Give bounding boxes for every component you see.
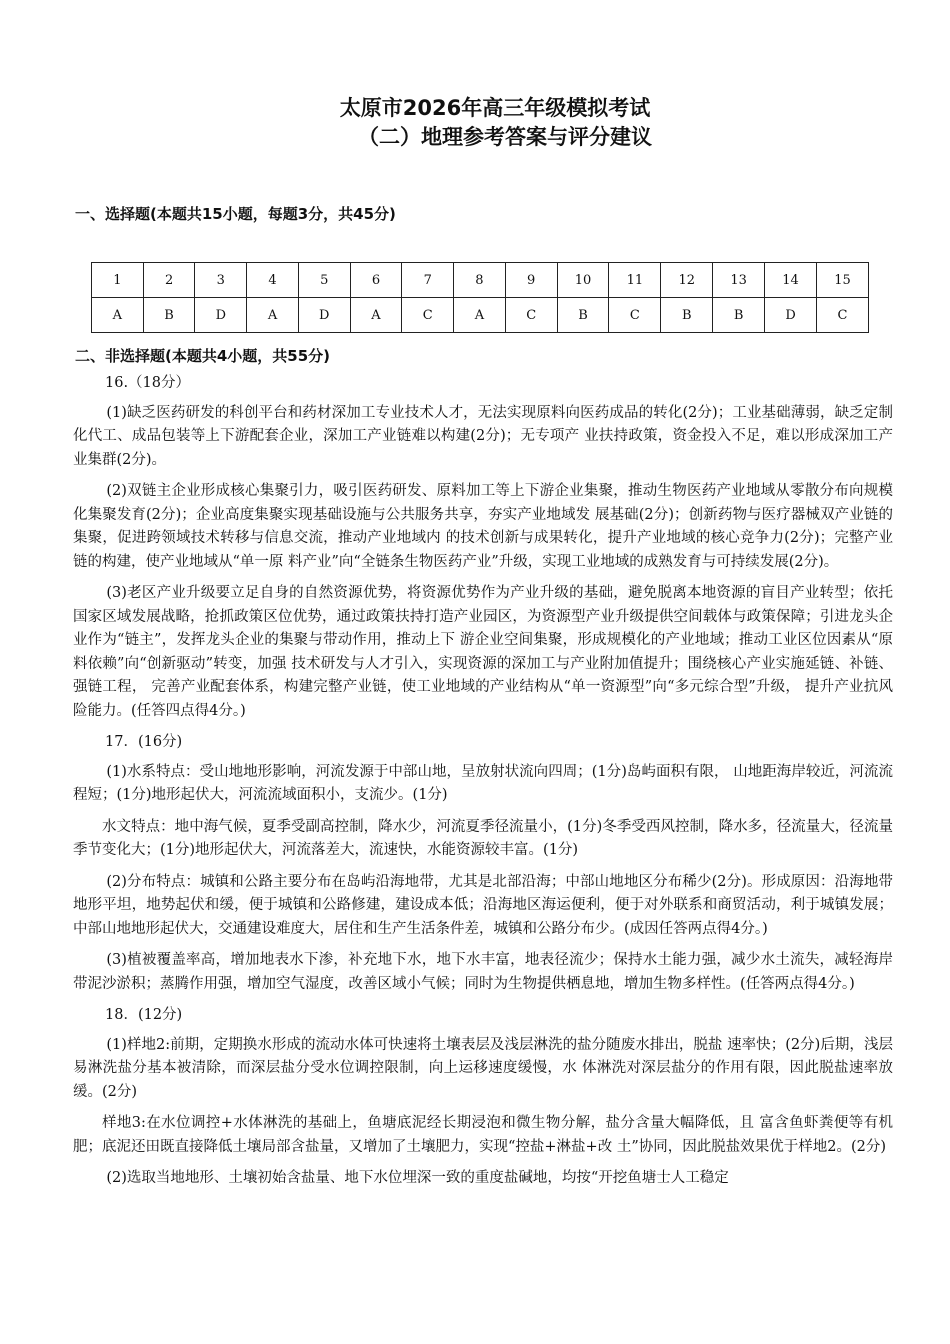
q17-part1: (1)水系特点：受山地地形影响，河流发源于中部山地，呈放射状流向四周；(1分)岛屿面积有限， 山地距海岸较近，河流流程短；(1分)地形起伏大，河流流域面积小，支流少。(1分) <box>73 763 893 803</box>
question-number-cell: 12 <box>661 263 713 298</box>
section-heading-choice: 一、选择题(本题共15小题，每题3分，共45分) <box>75 205 396 223</box>
q17-part2: (2)分布特点：城镇和公路主要分布在岛屿沿海地带，尤其是北部沿海；中部山地地区分布稀少(2分)。形成原因：沿海地带地形平坦，地势起伏和缓，便于城镇和公路修建，建设成本低；沿海地区海运便利，便于对外联系和商贸活动，利于城镇发展；中部山地地形起伏大，交通建设难度大，居住和生产生活条件差，城镇和公路分布少。(成因任答两点得4分。) <box>73 873 893 937</box>
question-number-cell: 5 <box>298 263 350 298</box>
answer-cell: C <box>505 298 557 333</box>
q16-part2: (2)双链主企业形成核心集聚引力，吸引医药研发、原料加工等上下游企业集聚，推动生物医药产业地域从零散分布向规模化集聚发育(2分)；企业高度集聚实现基础设施与公共服务共享，夯实产业地域发 展基础(2分)；创新药物与医疗器械双产业链的集聚，促进跨领域技术转移与信息交流，推动产业地域内 的技术创新与成果转化，提升产业地域的核心竞争力(2分)；完整产业链的构建，使产业地域从“单一原 料产业”向“全链条生物医药产业”升级，实现工业地域的成熟发育与可持续发展(2分)。 <box>73 483 893 570</box>
question-number-cell: 2 <box>143 263 195 298</box>
section-heading-nonchoice: 二、非选择题(本题共4小题，共55分) <box>75 347 331 365</box>
document-title: 太原市2026年高三年级模拟考试 <box>339 96 651 120</box>
q16-part1: (1)缺乏医药研发的科创平台和药材深加工专业技术人才，无法实现原料向医药成品的转化(2分)；工业基础薄弱，缺乏定制化代工、成品包装等上下游配套企业，深加工产业链难以构建(2分)；无专项产 业扶持政策，资金投入不足，难以形成深加工产业集群(2分)。 <box>73 404 893 468</box>
question-number-cell: 14 <box>765 263 817 298</box>
question-18-header: 18．(12分) <box>105 1007 183 1023</box>
answer-cell: B <box>143 298 195 333</box>
question-number-cell: 8 <box>454 263 506 298</box>
answer-cell: B <box>661 298 713 333</box>
q18-part1: (1)样地2:前期，定期换水形成的流动水体可快速将土壤表层及浅层淋洗的盐分随废水排出，脱盐 速率快；(2分)后期，浅层易淋洗盐分基本被清除，而深层盐分受水位调控限制，向上运移速度缓慢，水 体淋洗对深层盐分的作用有限，因此脱盐速率放缓。(2分) <box>73 1036 893 1100</box>
q17-part3: (3)植被覆盖率高，增加地表水下渗，补充地下水，地下水丰富，地表径流少；保持水土能力强，减少水土流失，减轻海岸带泥沙淤积；蒸腾作用强，增加空气湿度，改善区域小气候；同时为生物提供栖息地，增加生物多样性。(任答两点得4分。) <box>73 952 893 992</box>
answer-cell: C <box>402 298 454 333</box>
question-number-cell: 4 <box>247 263 299 298</box>
question-number-cell: 11 <box>609 263 661 298</box>
question-17-header: 17．(16分) <box>105 734 183 750</box>
question-number-cell: 1 <box>92 263 144 298</box>
question-number-cell: 15 <box>816 263 868 298</box>
answer-cell: B <box>713 298 765 333</box>
answer-cell: A <box>247 298 299 333</box>
answer-table <box>91 262 869 333</box>
answer-cell: A <box>454 298 506 333</box>
question-number-cell: 3 <box>195 263 247 298</box>
question-number-cell: 6 <box>350 263 402 298</box>
question-number-cell: 9 <box>505 263 557 298</box>
question-16-header: 16.（18分） <box>105 375 191 391</box>
answer-cell: C <box>609 298 661 333</box>
document-subtitle: （二）地理参考答案与评分建议 <box>358 125 652 149</box>
question-number-cell: 10 <box>557 263 609 298</box>
q18-part1-plot3: 样地3:在水位调控+水体淋洗的基础上，鱼塘底泥经长期浸泡和微生物分解，盐分含量大幅降低，且 富含鱼虾粪便等有机肥；底泥还田既直接降低土壤局部含盐量，又增加了土壤肥力，实现“控盐+淋盐+改 土”协同，因此脱盐效果优于样地2。(2分) <box>73 1115 893 1155</box>
answer-cell: D <box>195 298 247 333</box>
answer-cell: D <box>765 298 817 333</box>
answer-cell: D <box>298 298 350 333</box>
answer-cell: C <box>816 298 868 333</box>
answer-cell: A <box>350 298 402 333</box>
answer-cell: A <box>92 298 144 333</box>
question-number-cell: 7 <box>402 263 454 298</box>
answer-body <box>73 372 893 1199</box>
q17-part1-hydro: 水文特点：地中海气候，夏季受副高控制，降水少，河流夏季径流量小，(1分)冬季受西风控制，降水多，径流量大，径流量季节变化大；(1分)地形起伏大，河流落差大，流速快，水能资源较丰富。(1分) <box>73 818 893 858</box>
table-row-answers <box>92 298 869 333</box>
table-row-numbers <box>92 263 869 298</box>
answer-cell: B <box>557 298 609 333</box>
question-number-cell: 13 <box>713 263 765 298</box>
q16-part3: (3)老区产业升级要立足自身的自然资源优势，将资源优势作为产业升级的基础，避免脱离本地资源的盲目产业转型；依托国家区域发展战略，抢抓政策区位优势，通过政策扶持打造产业园区，为资源型产业升级提供空间载体与政策保障；引进龙头企业作为“链主”，发挥龙头企业的集聚与带动作用，推动上下 游企业空间集聚，形成规模化的产业地域；推动工业区位因素从“原料依赖”向“创新驱动”转变，加强 技术研发与人才引入，实现资源的深加工与产业附加值提升；围绕核心产业实施延链、补链、强链工程， 完善产业配套体系，构建完整产业链，使工业地域的产业结构从“单一资源型”向“多元综合型”升级， 提升产业抗风险能力。(任答四点得4分。) <box>73 585 893 719</box>
q18-part2: (2)选取当地地形、土壤初始含盐量、地下水位埋深一致的重度盐碱地，均按“开挖鱼塘士人工稳定 <box>106 1170 729 1186</box>
